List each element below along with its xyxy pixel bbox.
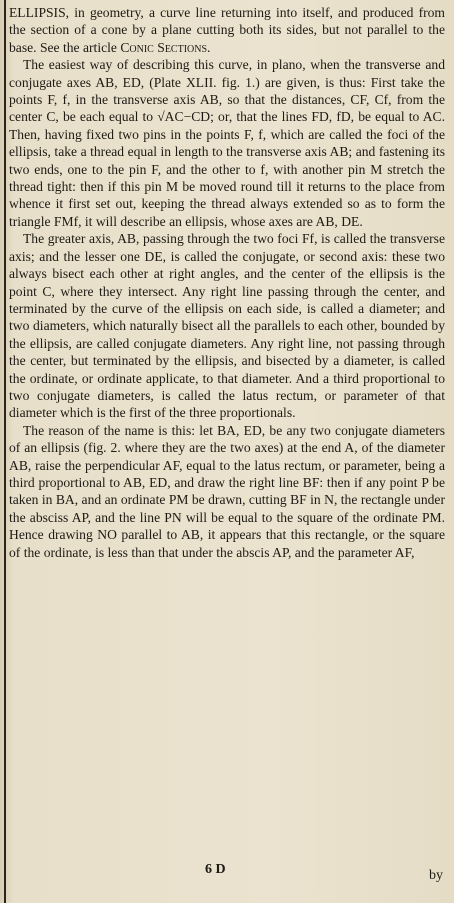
head-word: ELLIPSIS — [9, 5, 66, 20]
page-footer — [9, 862, 445, 882]
signature-mark: 6 D — [205, 862, 226, 877]
paragraph-name-reason: The reason of the name is this: let BA, ED, be any two conjugate diameters of an ellipsis (fig. 2. where they are the two axes) at the end A, of the diameter AB, raise the perpendicular AF, equal to the latus rectum, or parameter, being a third proportional to AB, ED, and draw the right line BF: then if any point P be taken in BA, and an ordinate PM be drawn, cutting BF in N, the rectangle under the absciss AP, and the line PN will be equal to the square of the ordinate PM. Hence drawing NO parallel to AB, it appears that this rectangle, or the square of the ordinate, is less than that under the abscis AP, and the parameter AF, — [9, 422, 445, 560]
definition-end: . — [207, 39, 211, 55]
cross-reference: Conic Sections — [120, 39, 208, 55]
paragraph-definition — [9, 4, 445, 56]
paragraph-construction: The easiest way of describing this curve, in plano, when the transverse and conjugate axes AB, ED, (Plate XLII. fig. 1.) are given, is thus: First take the points F, f, in the transverse axis AB, so that the distances, CF, Cf, from the center C, be each equal to √AC−CD; or, that the lines FD, fD, be equal to AC. Then, having fixed two pins in the points F, f, which are called the foci of the ellipsis, take a thread equal in length to the transverse axis AB; and fastening its two ends, one to the pin F, and the other to f, with another pin M stretch the thread tight: then if this pin M be moved round till it returns to the place from whence it first set out, keeping the thread always extended so as to form the triangle FMf, it will describe an ellipsis, whose axes are AB, DE. — [9, 57, 445, 229]
catchword: by — [429, 868, 443, 883]
text-column — [9, 4, 445, 561]
definition-text: , in geometry, a curve line returning into itself, and produced from the section of a cone by a plane cutting both its sides, but not parallel to the base. See the article — [9, 5, 445, 55]
column-rule — [4, 0, 6, 903]
paragraph-axes: The greater axis, AB, passing through the two foci Ff, is called the transverse axis; and the lesser one DE, is called the conjugate, or second axis: these two always bisect each other at right angles, and the center of the ellipsis is the point C, where they intersect. Any right line passing through the center, and terminated by the curve of the ellipsis on each side, is called a diameter; and two diameters, which naturally bisect all the parallels to each other, bounded by the ellipsis, are called conjugate diameters. Any right line, not passing through the center, but terminated by the ellipsis, and bisected by a diameter, is called the ordinate, or ordinate applicate, to that diameter. And a third proportional to two conjugate diameters, is called the latus rectum, or parameter of that diameter which is the first of the three proportionals. — [9, 231, 445, 421]
